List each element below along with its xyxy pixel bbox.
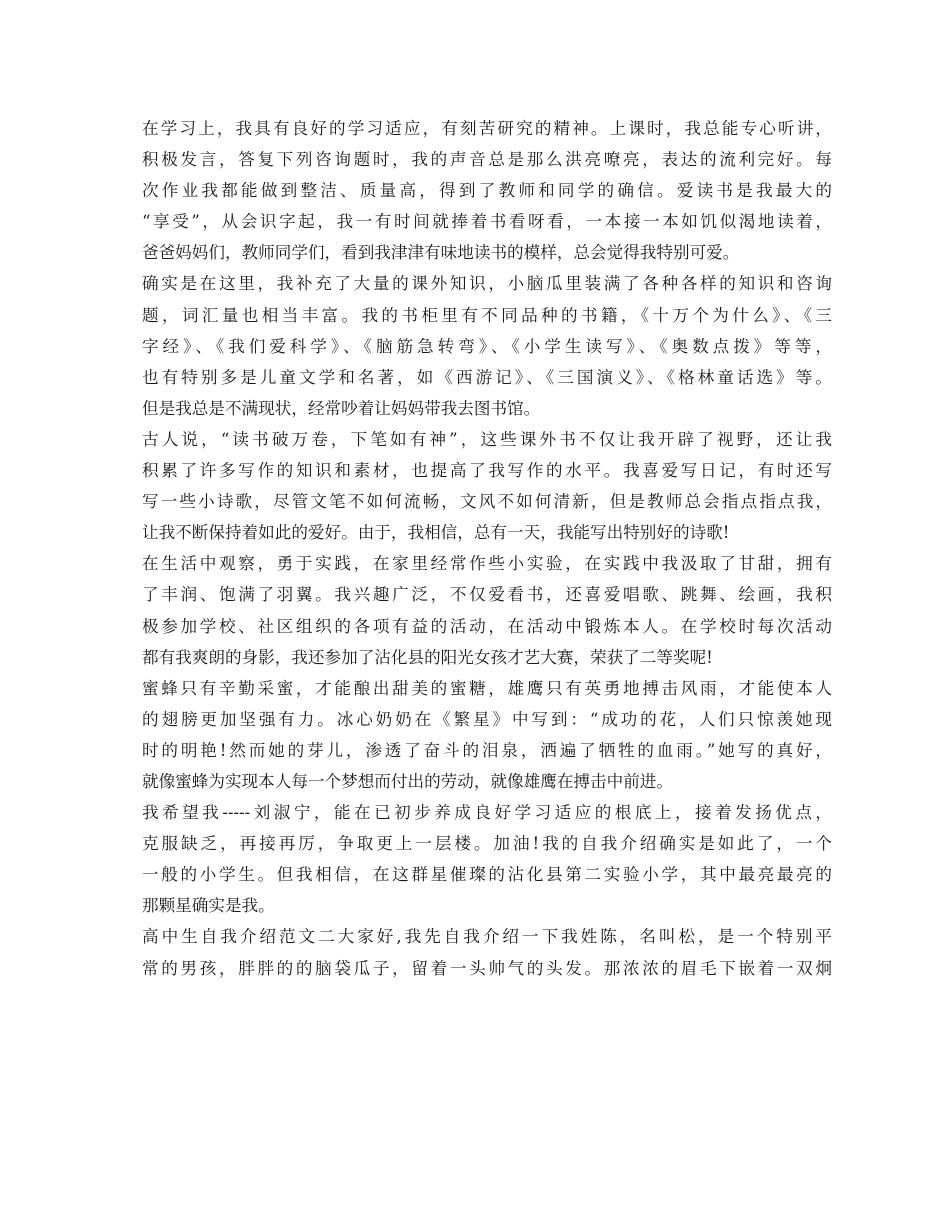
text-line: 积极发言，答复下列咨询题时，我的声音总是那么洪亮嘹亮，表达的流利完好。每 [142, 150, 832, 170]
text-line: 在学习上，我具有良好的学习适应，有刻苦研究的精神。上课时，我总能专心听讲， [142, 119, 832, 138]
text-line: 极参加学校、社区组织的各项有益的活动，在活动中锻炼本人。在学校时每次活动 [142, 616, 832, 636]
text-line: 次作业我都能做到整洁、质量高，得到了教师和同学的确信。爱读书是我最大的 [142, 181, 832, 201]
text-line: 题，词汇量也相当丰富。我的书柜里有不同品种的书籍，《十万个为什么》、《三 [142, 305, 832, 325]
text-line: 时的明艳!然而她的芽儿，渗透了奋斗的泪泉，洒遍了牺牲的血雨。”她写的真好， [142, 740, 832, 760]
text-line: 在生活中观察，勇于实践，在家里经常作些小实验，在实践中我汲取了甘甜，拥有 [142, 554, 832, 574]
text-line: 常的男孩，胖胖的的脑袋瓜子，留着一头帅气的头发。那浓浓的眉毛下嵌着一双炯 [142, 958, 832, 978]
text-line: 那颗星确实是我。 [142, 896, 275, 916]
text-line: 古人说，“读书破万卷，下笔如有神”，这些课外书不仅让我开辟了视野，还让我 [142, 429, 832, 449]
document-body [142, 113, 832, 984]
text-line: 一般的小学生。但我相信，在这群星催璨的沾化县第二实验小学，其中最亮最亮的 [142, 865, 832, 885]
text-line: 我希望我-----刘淑宁，能在已初步养成良好学习适应的根底上，接着发扬优点， [142, 803, 832, 823]
text-line: 但是我总是不满现状，经常吵着让妈妈带我去图书馆。 [142, 398, 541, 418]
text-line: 都有我爽朗的身影，我还参加了沾化县的阳光女孩才艺大赛，荣获了二等奖呢! [142, 647, 713, 667]
text-line: 让我不断保持着如此的爱好。由于，我相信，总有一天，我能写出特别好的诗歌! [142, 523, 730, 543]
text-line: 确实是在这里，我补充了大量的课外知识，小脑瓜里装满了各种各样的知识和咨询 [142, 274, 832, 294]
text-line: 也有特别多是儿童文学和名著，如《西游记》、《三国演义》、《格林童话选》等。 [142, 367, 832, 387]
text-line: 字经》、《我们爱科学》、《脑筋急转弯》、《小学生读写》、《奥数点拨》等等， [142, 336, 832, 356]
text-line: “享受”，从会识字起，我一有时间就捧着书看呀看，一本接一本如饥似渴地读着， [142, 212, 832, 232]
text-line: 高中生自我介绍范文二大家好,我先自我介绍一下我姓陈，名叫松，是一个特别平 [142, 927, 832, 947]
text-line: 克服缺乏，再接再厉，争取更上一层楼。加油!我的自我介绍确实是如此了，一个 [142, 834, 832, 854]
text-line: 就像蜜蜂为实现本人每一个梦想而付出的劳动，就像雄鹰在搏击中前进。 [142, 771, 673, 791]
text-line: 了丰润、饱满了羽翼。我兴趣广泛，不仅爱看书，还喜爱唱歌、跳舞、绘画，我积 [142, 585, 832, 605]
text-line: 写一些小诗歌，尽管文笔不如何流畅，文风不如何清新，但是教师总会指点指点我， [142, 492, 832, 512]
text-line: 蜜蜂只有辛勤采蜜，才能酿出甜美的蜜糖，雄鹰只有英勇地搏击风雨，才能使本人 [142, 678, 832, 698]
text-line: 积累了许多写作的知识和素材，也提高了我写作的水平。我喜爱写日记，有时还写 [142, 461, 832, 481]
text-line: 的翅膀更加坚强有力。冰心奶奶在《繁星》中写到：“成功的花，人们只惊羡她现 [142, 709, 832, 729]
text-line: 爸爸妈妈们，教师同学们，看到我津津有味地读书的模样，总会觉得我特别可爱。 [142, 243, 740, 263]
